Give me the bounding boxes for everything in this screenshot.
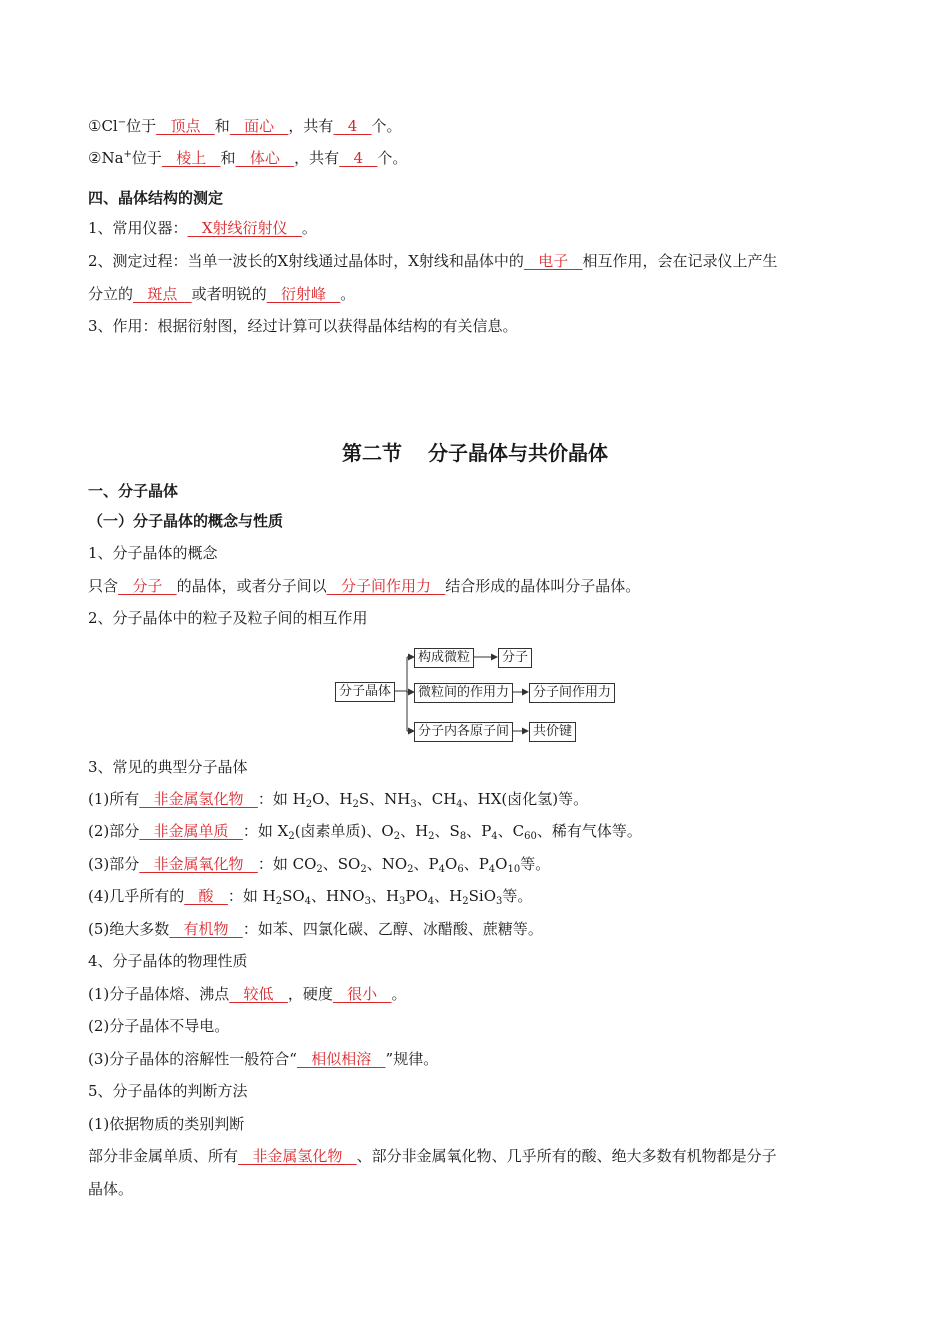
paragraph: 3、常见的典型分子晶体 — [88, 758, 248, 776]
answer-blank: 有机物 — [169, 920, 243, 938]
diagram-root-box: 分子晶体 — [335, 682, 395, 702]
section-heading: 四、晶体结构的测定 — [88, 189, 224, 207]
paragraph: 5、分子晶体的判断方法 — [88, 1082, 248, 1100]
diagram-right-box: 分子间作用力 — [529, 683, 615, 703]
list-item: (3)分子晶体的溶解性一般符合“ 相似相溶 ”规律。 — [88, 1050, 439, 1068]
list-item: (1)依据物质的类别判断 — [88, 1115, 245, 1133]
answer-blank: 面心 — [229, 117, 289, 135]
answer-blank: 酸 — [184, 887, 228, 905]
diagram-left-box: 微粒间的作用力 — [414, 683, 513, 703]
paragraph: 3、作用：根据衍射图，经过计算可以获得晶体结构的有关信息。 — [88, 317, 518, 335]
particle-interaction-diagram — [335, 645, 615, 745]
answer-blank: 电子 — [523, 252, 583, 270]
subsection-heading: （一）分子晶体的概念与性质 — [88, 512, 284, 530]
list-item: (1)所有 非金属氢化物 ：如 $H_2O$、$H_2S$、$NH_3$、$CH_4$、HX(卤化氢)等。 — [88, 790, 589, 810]
diagram-left-box: 分子内各原子间 — [414, 722, 513, 742]
list-item: (2)分子晶体不导电。 — [88, 1017, 230, 1035]
answer-blank: 斑点 — [133, 285, 192, 303]
list-item: (3)部分 非金属氧化物 ：如 $CO_2$、$SO_2$、$NO_2$、$P_4O_6$、$P_4O_{10}$等。 — [88, 855, 551, 875]
paragraph: 4、分子晶体的物理性质 — [88, 952, 248, 970]
list-item: (5)绝大多数 有机物 ：如苯、四氯化碳、乙醇、冰醋酸、蔗糖等。 — [88, 920, 543, 938]
answer-blank: 非金属单质 — [139, 822, 243, 840]
list-item: (1)分子晶体熔、沸点 较低 ，硬度 很小 。 — [88, 985, 407, 1003]
answer-blank: 体心 — [235, 149, 295, 167]
paragraph: 2、测定过程：当单一波长的X射线通过晶体时，X射线和晶体中的 电子 相互作用，会在记录仪上产生 — [88, 252, 778, 270]
answer-blank: 4 — [339, 149, 378, 167]
paragraph: 2、分子晶体中的粒子及粒子间的相互作用 — [88, 609, 368, 627]
list-item: (4)几乎所有的 酸 ：如 $H_2SO_4$、$HNO_3$、$H_3PO_4$、$H_2SiO_3$等。 — [88, 887, 533, 907]
answer-blank: 4 — [333, 117, 372, 135]
diagram-left-box: 构成微粒 — [414, 648, 474, 668]
paragraph: 1、分子晶体的概念 — [88, 544, 218, 562]
answer-blank: 较低 — [229, 985, 288, 1003]
answer-blank: X射线衍射仪 — [187, 219, 302, 237]
answer-blank: 分子间作用力 — [326, 577, 446, 595]
na-position-line: ②Na+位于 棱上 和 体心 ，共有 4 个。 — [88, 149, 408, 167]
paragraph: 部分非金属单质、所有 非金属氢化物 、部分非金属氧化物、几乎所有的酸、绝大多数有机物都是分子 — [88, 1147, 777, 1165]
answer-blank: 分子 — [118, 577, 177, 595]
diagram-right-box: 共价键 — [529, 722, 576, 742]
paragraph: 只含 分子 的晶体，或者分子间以 分子间作用力 结合形成的晶体叫分子晶体。 — [88, 577, 641, 595]
answer-blank: 非金属氢化物 — [139, 790, 258, 808]
paragraph: 1、常用仪器： X射线衍射仪 。 — [88, 219, 317, 237]
answer-blank: 相似相溶 — [296, 1050, 386, 1068]
answer-blank: 衍射峰 — [266, 285, 341, 303]
list-item: (2)部分 非金属单质 ：如 $X_2$(卤素单质)、$O_2$、$H_2$、$S_8$、$P_4$、$C_{60}$、稀有气体等。 — [88, 822, 642, 842]
paragraph: 晶体。 — [88, 1180, 134, 1198]
answer-blank: 很小 — [332, 985, 392, 1003]
answer-blank: 非金属氢化物 — [238, 1147, 357, 1165]
cl-position-line: ①Cl−位于 顶点 和 面心 ，共有 4 个。 — [88, 117, 402, 135]
diagram-right-box: 分子 — [498, 648, 532, 668]
section-heading: 一、分子晶体 — [88, 482, 179, 500]
answer-blank: 非金属氧化物 — [139, 855, 258, 873]
paragraph: 分立的 斑点 或者明锐的 衍射峰 。 — [88, 285, 356, 303]
answer-blank: 棱上 — [161, 149, 221, 167]
page-title: 第二节 分子晶体与共价晶体 — [342, 441, 608, 465]
answer-blank: 顶点 — [156, 117, 215, 135]
